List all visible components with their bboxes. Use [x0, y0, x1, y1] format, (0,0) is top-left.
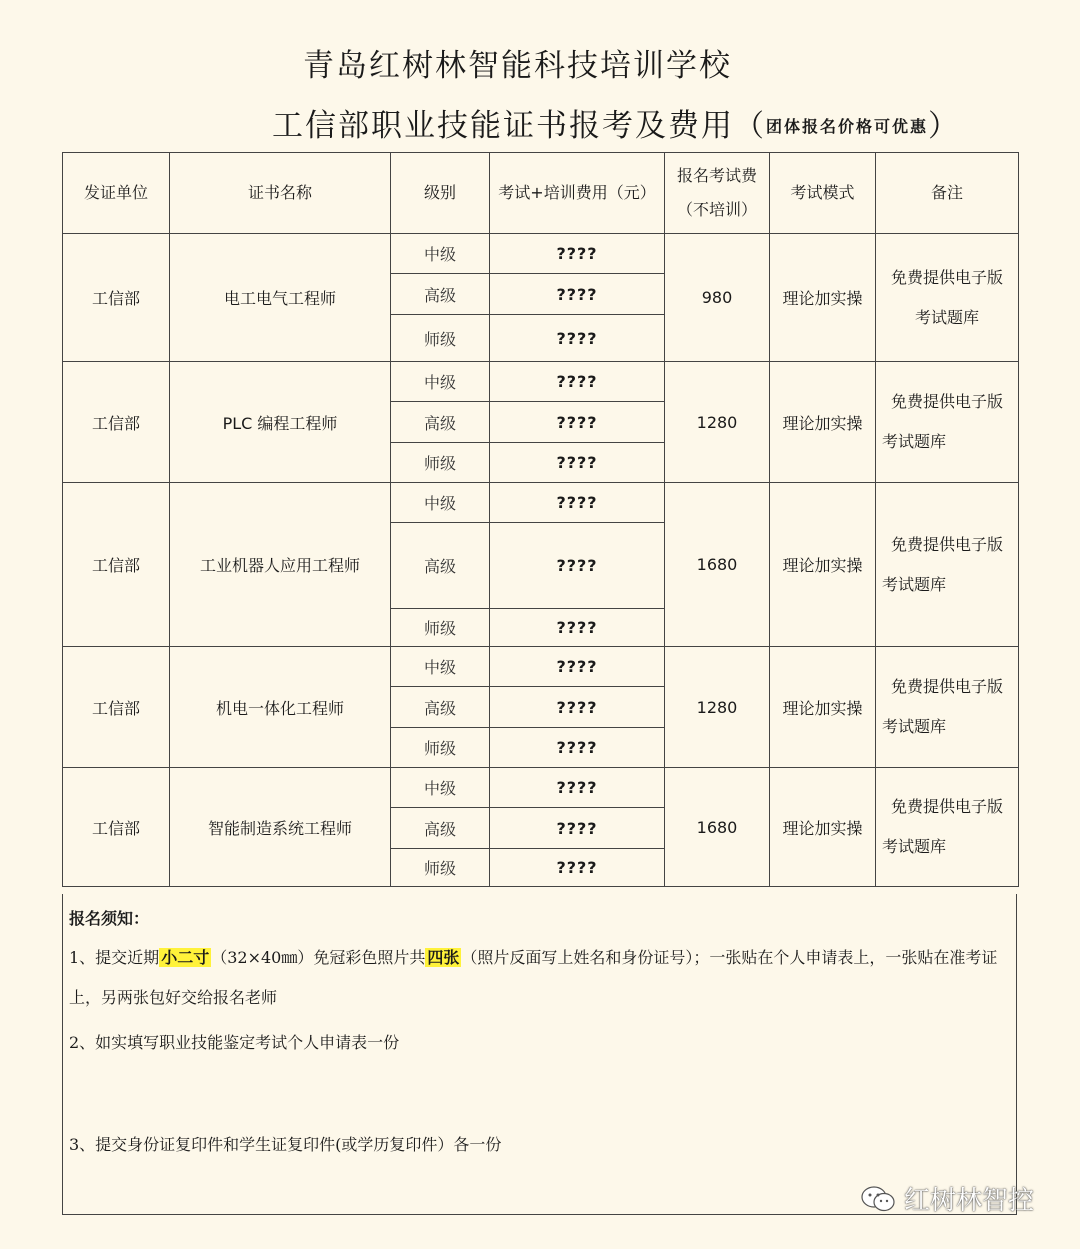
remark-line1: 免费提供电子版 [890, 677, 1003, 696]
issuer-cell: 工信部 [63, 234, 170, 362]
price-cell: ???? [490, 768, 665, 808]
watermark-text: 红树林智控 [904, 1186, 1035, 1216]
notice-item-1-c: （照片反面写上姓名和身份证号）；一张贴在个人申请表上，一张贴在准考证上，另两张包好交给报名老师 [69, 948, 998, 1007]
document-title [272, 100, 960, 145]
remark-line2: 考试题库 [882, 717, 947, 736]
header-mode: 考试模式 [770, 153, 876, 234]
remark-line2: 考试题库 [882, 574, 947, 594]
cert-name-cell: 工业机器人应用工程师 [170, 483, 391, 647]
header-level: 级别 [391, 153, 490, 234]
price-cell: ???? [490, 362, 665, 402]
price-cell: ???? [490, 315, 665, 362]
table-row [63, 768, 1019, 808]
header-fee: 考试+培训费用（元） [490, 153, 665, 234]
remark-line1: 免费提供电子版 [890, 392, 1003, 411]
exam-mode-cell: 理论加实操 [770, 362, 876, 483]
note-open-paren: （ [734, 109, 766, 144]
exam-mode-cell: 理论加实操 [770, 647, 876, 768]
wechat-icon [860, 1185, 896, 1213]
level-cell: 中级 [391, 362, 490, 402]
price-cell: ???? [490, 647, 665, 687]
level-cell: 师级 [391, 728, 490, 768]
remark-line2: 考试题库 [882, 837, 947, 856]
price-cell: ???? [490, 687, 665, 728]
school-title: 青岛红树林智能科技培训学校 [303, 48, 732, 84]
price-cell: ???? [490, 808, 665, 849]
price-cell: ???? [490, 483, 665, 523]
level-cell: 高级 [391, 523, 490, 609]
issuer-cell: 工信部 [63, 362, 170, 483]
note-close-paren: ） [928, 109, 961, 144]
price-cell: ???? [490, 523, 665, 609]
price-cell: ???? [490, 728, 665, 768]
exam-fee-cell: 1680 [665, 483, 770, 647]
header-cert: 证书名称 [170, 153, 391, 234]
level-cell: 高级 [391, 402, 490, 443]
level-cell: 师级 [391, 849, 490, 887]
price-cell: ???? [490, 609, 665, 647]
highlight-photo-size: 小二寸 [161, 948, 210, 967]
group-discount-note: 团体报名价格可优惠 [766, 117, 929, 136]
level-cell: 高级 [391, 274, 490, 315]
watermark [860, 1180, 1034, 1217]
level-cell: 高级 [391, 687, 490, 728]
remark-line2: 考试题库 [914, 307, 979, 327]
cert-name-cell: 智能制造系统工程师 [170, 768, 391, 887]
level-cell: 高级 [391, 808, 490, 849]
table-row [63, 483, 1019, 523]
registration-notice [62, 894, 1017, 1215]
header-issuer: 发证单位 [63, 153, 170, 234]
header-exam-fee-line2: （不培训） [676, 200, 757, 219]
header-remark: 备注 [876, 153, 1019, 234]
remark-cell [876, 768, 1019, 887]
notice-title: 报名须知： [69, 909, 150, 928]
price-cell: ???? [490, 849, 665, 887]
cert-name-cell: 电工电气工程师 [170, 234, 391, 362]
price-cell: ???? [490, 402, 665, 443]
notice-item-1-a: 1、提交近期 [69, 948, 160, 967]
exam-fee-cell: 1280 [665, 362, 770, 483]
remark-cell [876, 647, 1019, 768]
level-cell: 中级 [391, 647, 490, 687]
issuer-cell: 工信部 [63, 647, 170, 768]
level-cell: 中级 [391, 483, 490, 523]
notice-item-1 [69, 938, 1010, 1018]
exam-fee-cell: 1680 [665, 768, 770, 887]
remark-cell [876, 234, 1019, 362]
header-row [63, 153, 1019, 234]
table-row [63, 362, 1019, 402]
level-cell: 中级 [391, 768, 490, 808]
exam-mode-cell: 理论加实操 [770, 483, 876, 647]
remark-cell [876, 483, 1019, 647]
remark-cell [876, 362, 1019, 483]
price-cell: ???? [490, 274, 665, 315]
remark-line1: 免费提供电子版 [890, 534, 1003, 554]
remark-line1: 免费提供电子版 [890, 267, 1003, 287]
table-row [63, 647, 1019, 687]
notice-item-1-b: （32×40㎜）免冠彩色照片共 [211, 948, 426, 967]
notice-item-3: 3、提交身份证复印件和学生证复印件(或学历复印件）各一份 [69, 1135, 502, 1154]
exam-fee-cell: 980 [665, 234, 770, 362]
table-row [63, 234, 1019, 274]
level-cell: 师级 [391, 609, 490, 647]
header-exam-fee [665, 153, 770, 234]
document-title-text: 工信部职业技能证书报考及费用 [272, 108, 734, 144]
cert-name-cell: PLC 编程工程师 [170, 362, 391, 483]
remark-line1: 免费提供电子版 [890, 797, 1003, 816]
cert-name-cell: 机电一体化工程师 [170, 647, 391, 768]
remark-line2: 考试题库 [882, 432, 947, 451]
notice-item-2: 2、如实填写职业技能鉴定考试个人申请表一份 [69, 1033, 400, 1052]
fee-table [62, 152, 1019, 887]
issuer-cell: 工信部 [63, 768, 170, 887]
level-cell: 师级 [391, 443, 490, 483]
header-exam-fee-line1: 报名考试费 [676, 166, 757, 185]
exam-fee-cell: 1280 [665, 647, 770, 768]
price-cell: ???? [490, 443, 665, 483]
exam-mode-cell: 理论加实操 [770, 234, 876, 362]
exam-mode-cell: 理论加实操 [770, 768, 876, 887]
level-cell: 师级 [391, 315, 490, 362]
issuer-cell: 工信部 [63, 483, 170, 647]
level-cell: 中级 [391, 234, 490, 274]
price-cell: ???? [490, 234, 665, 274]
highlight-photo-count: 四张 [427, 948, 460, 967]
